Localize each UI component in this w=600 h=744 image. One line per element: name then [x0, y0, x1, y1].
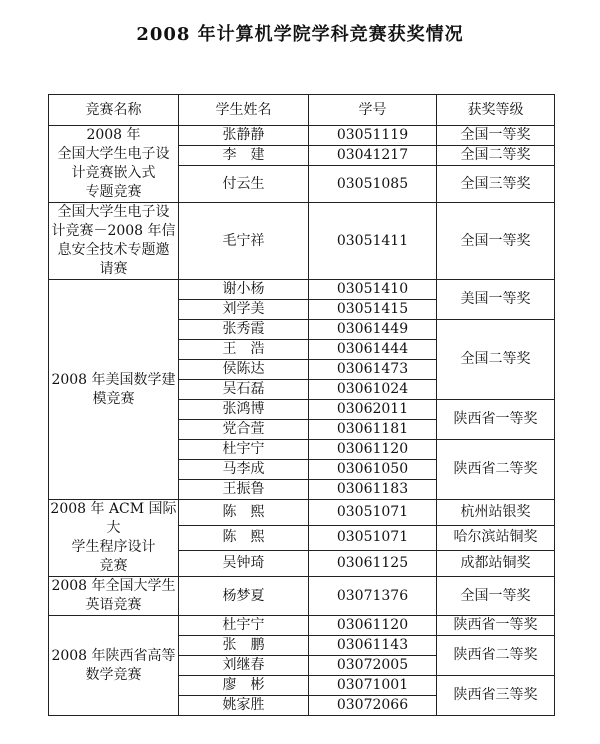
- student-id: 03072066: [309, 696, 437, 716]
- student-id: 03071376: [309, 577, 437, 616]
- award-level: 全国二等奖: [437, 146, 555, 166]
- student-id: 03061125: [309, 551, 437, 577]
- student-id: 03051071: [309, 525, 437, 551]
- award-level: 陕西省二等奖: [437, 440, 555, 500]
- student-name: 侯陈达: [179, 360, 309, 380]
- student-id: 03061143: [309, 636, 437, 656]
- student-id: 03061024: [309, 380, 437, 400]
- competition-name-line: 全国大学生电子设: [57, 204, 170, 220]
- competition-name-line: 请赛: [99, 261, 128, 277]
- award-level: 陕西省三等奖: [437, 676, 555, 716]
- competition-name-line: 2008 年 ACM 国际大: [50, 501, 177, 536]
- table-row: [49, 280, 555, 300]
- award-level: 全国二等奖: [437, 320, 555, 400]
- student-name: 李 建: [179, 146, 309, 166]
- competition-name: [49, 126, 179, 203]
- competition-name-line: 竞赛: [99, 558, 128, 574]
- student-name: 吴钟琦: [179, 551, 309, 577]
- student-name: 张鸿博: [179, 400, 309, 420]
- student-name: 张秀霞: [179, 320, 309, 340]
- student-id: 03051085: [309, 166, 437, 203]
- competition-name: [49, 280, 179, 500]
- student-name: 杜宇宁: [179, 616, 309, 636]
- competition-name: [49, 577, 179, 616]
- student-name: 毛宁祥: [179, 203, 309, 280]
- header-competition: 竞赛名称: [49, 95, 179, 126]
- student-id: 03071001: [309, 676, 437, 696]
- student-id: 03051410: [309, 280, 437, 300]
- competition-name: [49, 616, 179, 716]
- student-name: 王 浩: [179, 340, 309, 360]
- competition-name-line: 2008 年美国数学建: [51, 371, 176, 388]
- page-title: 2008 年计算机学院学科竞赛获奖情况: [136, 24, 464, 45]
- student-name: 杨梦夏: [179, 577, 309, 616]
- student-name: 陈 熙: [179, 525, 309, 551]
- student-id: 03051415: [309, 300, 437, 320]
- student-id: 03061473: [309, 360, 437, 380]
- competition-name: [49, 500, 179, 577]
- student-name: 谢小杨: [179, 280, 309, 300]
- student-id: 03061050: [309, 460, 437, 480]
- award-level: 美国一等奖: [437, 280, 555, 320]
- award-level: 陕西省二等奖: [437, 636, 555, 676]
- student-id: 03051119: [309, 126, 437, 146]
- competition-name-line: 2008 年全国大学生: [51, 578, 176, 594]
- student-name: 王振鲁: [179, 480, 309, 500]
- student-id: 03062011: [309, 400, 437, 420]
- student-id: 03051071: [309, 500, 437, 526]
- student-name: 吴石磊: [179, 380, 309, 400]
- student-id: 03061444: [309, 340, 437, 360]
- competition-name-line: 专题竞赛: [85, 184, 142, 200]
- table-row: [49, 126, 555, 146]
- student-name: 杜宇宁: [179, 440, 309, 460]
- competition-name-line: 学生程序设计: [71, 539, 156, 555]
- competition-name-line: 2008 年陕西省高等: [51, 647, 176, 664]
- student-id: 03061181: [309, 420, 437, 440]
- student-id: 03061120: [309, 616, 437, 636]
- student-name: 张 鹏: [179, 636, 309, 656]
- student-id: 03072005: [309, 656, 437, 676]
- student-id: 03041217: [309, 146, 437, 166]
- competition-name-line: 英语竞赛: [85, 597, 142, 613]
- competition-name-line: 息安全技术专题邀: [57, 242, 170, 258]
- award-level: 陕西省一等奖: [437, 400, 555, 440]
- competition-name-line: 计竞赛－2008 年信: [51, 223, 176, 239]
- student-name: 付云生: [179, 166, 309, 203]
- award-level: 陕西省一等奖: [437, 616, 555, 636]
- student-id: 03061449: [309, 320, 437, 340]
- student-name: 廖 彬: [179, 676, 309, 696]
- competition-name-line: 模竞赛: [92, 390, 135, 407]
- student-name: 党合萱: [179, 420, 309, 440]
- table-row: [49, 616, 555, 636]
- competition-name-line: 计竞赛嵌入式: [71, 165, 156, 181]
- table-body: [49, 126, 555, 716]
- competition-name-line: 全国大学生电子设: [57, 146, 170, 162]
- award-level: 杭州站银奖: [437, 500, 555, 526]
- competition-name-line: 数学竞赛: [85, 666, 142, 683]
- award-level: 哈尔滨站铜奖: [437, 525, 555, 551]
- student-name: 陈 熙: [179, 500, 309, 526]
- competition-name: [49, 203, 179, 280]
- awards-table: [48, 94, 555, 716]
- header-student-name: 学生姓名: [179, 95, 309, 126]
- student-name: 刘继春: [179, 656, 309, 676]
- table-header-row: [49, 95, 555, 126]
- header-student-id: 学号: [309, 95, 437, 126]
- award-level: 全国一等奖: [437, 203, 555, 280]
- student-name: 姚家胜: [179, 696, 309, 716]
- competition-name-line: 2008 年: [86, 127, 141, 143]
- award-level: 成都站铜奖: [437, 551, 555, 577]
- student-id: 03051411: [309, 203, 437, 280]
- table-row: [49, 500, 555, 526]
- student-name: 张静静: [179, 126, 309, 146]
- student-id: 03061183: [309, 480, 437, 500]
- award-level: 全国一等奖: [437, 577, 555, 616]
- student-name: 马李成: [179, 460, 309, 480]
- award-level: 全国一等奖: [437, 126, 555, 146]
- award-level: 全国三等奖: [437, 166, 555, 203]
- student-id: 03061120: [309, 440, 437, 460]
- header-award-level: 获奖等级: [437, 95, 555, 126]
- student-name: 刘学美: [179, 300, 309, 320]
